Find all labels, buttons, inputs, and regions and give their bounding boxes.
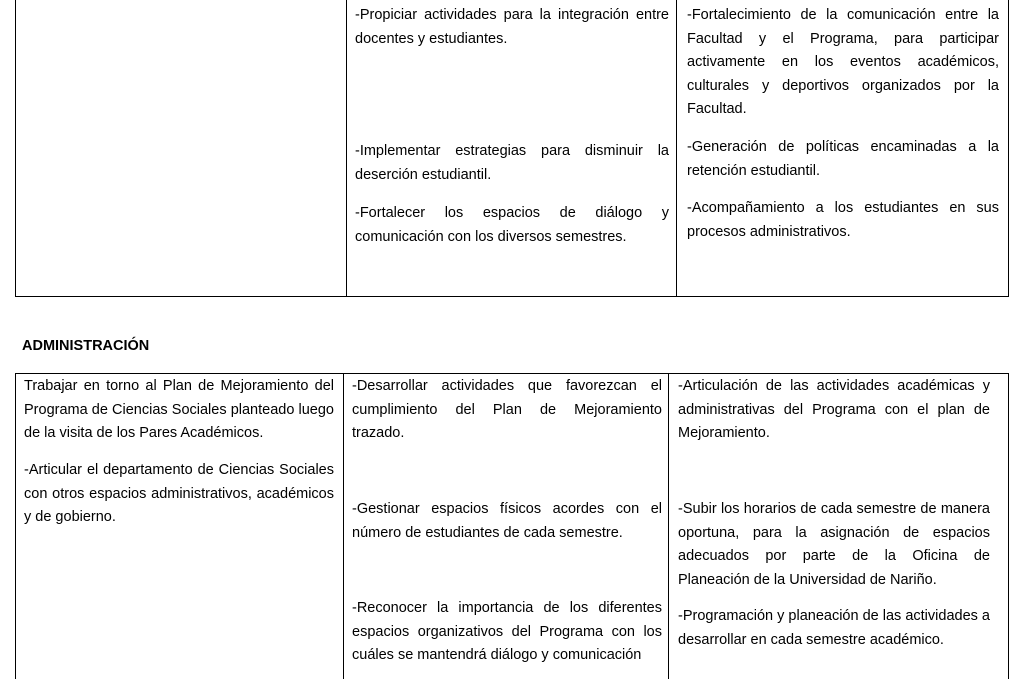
table-top [15,0,1009,297]
table-administracion-col1-paragraph: -Articular el departamento de Ciencias Sociales con otros espacios administrativos, académicos y de gobierno. [24,462,334,525]
table-top-cell-col2 [347,0,676,296]
table-administracion-col3-paragraph: -Articulación de las actividades académicas y administrativas del Programa con el plan de Mejoramiento. [678,378,990,441]
table-administracion-cell-col3 [669,374,1008,679]
table-administracion-col2-paragraph: -Gestionar espacios físicos acordes con el número de estudiantes de cada semestre. [352,501,662,541]
table-administracion-col1-paragraph: Trabajar en torno al Plan de Mejoramiento del Programa de Ciencias Sociales planteado luego de la visita de los Pares Académicos. [24,378,334,441]
table-top-col3-paragraph: -Acompañamiento a los estudiantes en sus procesos administrativos. [687,200,999,240]
table-administracion-cell-col1 [16,374,343,679]
table-top-col2-paragraph: -Fortalecer los espacios de diálogo y comunicación con los diversos semestres. [355,205,669,245]
table-administracion-col3-paragraph: -Programación y planeación de las actividades a desarrollar en cada semestre académico. [678,608,990,648]
table-top-col3-paragraph: -Fortalecimiento de la comunicación entre la Facultad y el Programa, para participar activamente en los eventos académicos, culturales y deportivos organizados por la Facultad. [687,7,999,117]
table-administracion-cell-col2 [344,374,668,679]
table-administracion-col3-paragraph: -Subir los horarios de cada semestre de manera oportuna, para la asignación de espacios adecuados por parte de la Oficina de Planeación de la Universidad de Nariño. [678,501,990,588]
table-top-cell-col1 [16,0,346,296]
table-top-col2-paragraph: -Propiciar actividades para la integración entre docentes y estudiantes. [355,7,669,47]
table-top-col2-paragraph: -Implementar estrategias para disminuir la deserción estudiantil. [355,143,669,183]
table-top-col3-paragraph: -Generación de políticas encaminadas a la retención estudiantil. [687,139,999,179]
table-administracion-col2-paragraph: -Reconocer la importancia de los diferentes espacios organizativos del Programa con los cuáles se mantendrá diálogo y comunicación [352,600,662,663]
table-administracion [15,373,1009,679]
table-administracion-col2-paragraph: -Desarrollar actividades que favorezcan el cumplimiento del Plan de Mejoramiento trazado. [352,378,662,441]
table-top-cell-col3 [677,0,1008,296]
section-heading: ADMINISTRACIÓN [22,338,150,354]
